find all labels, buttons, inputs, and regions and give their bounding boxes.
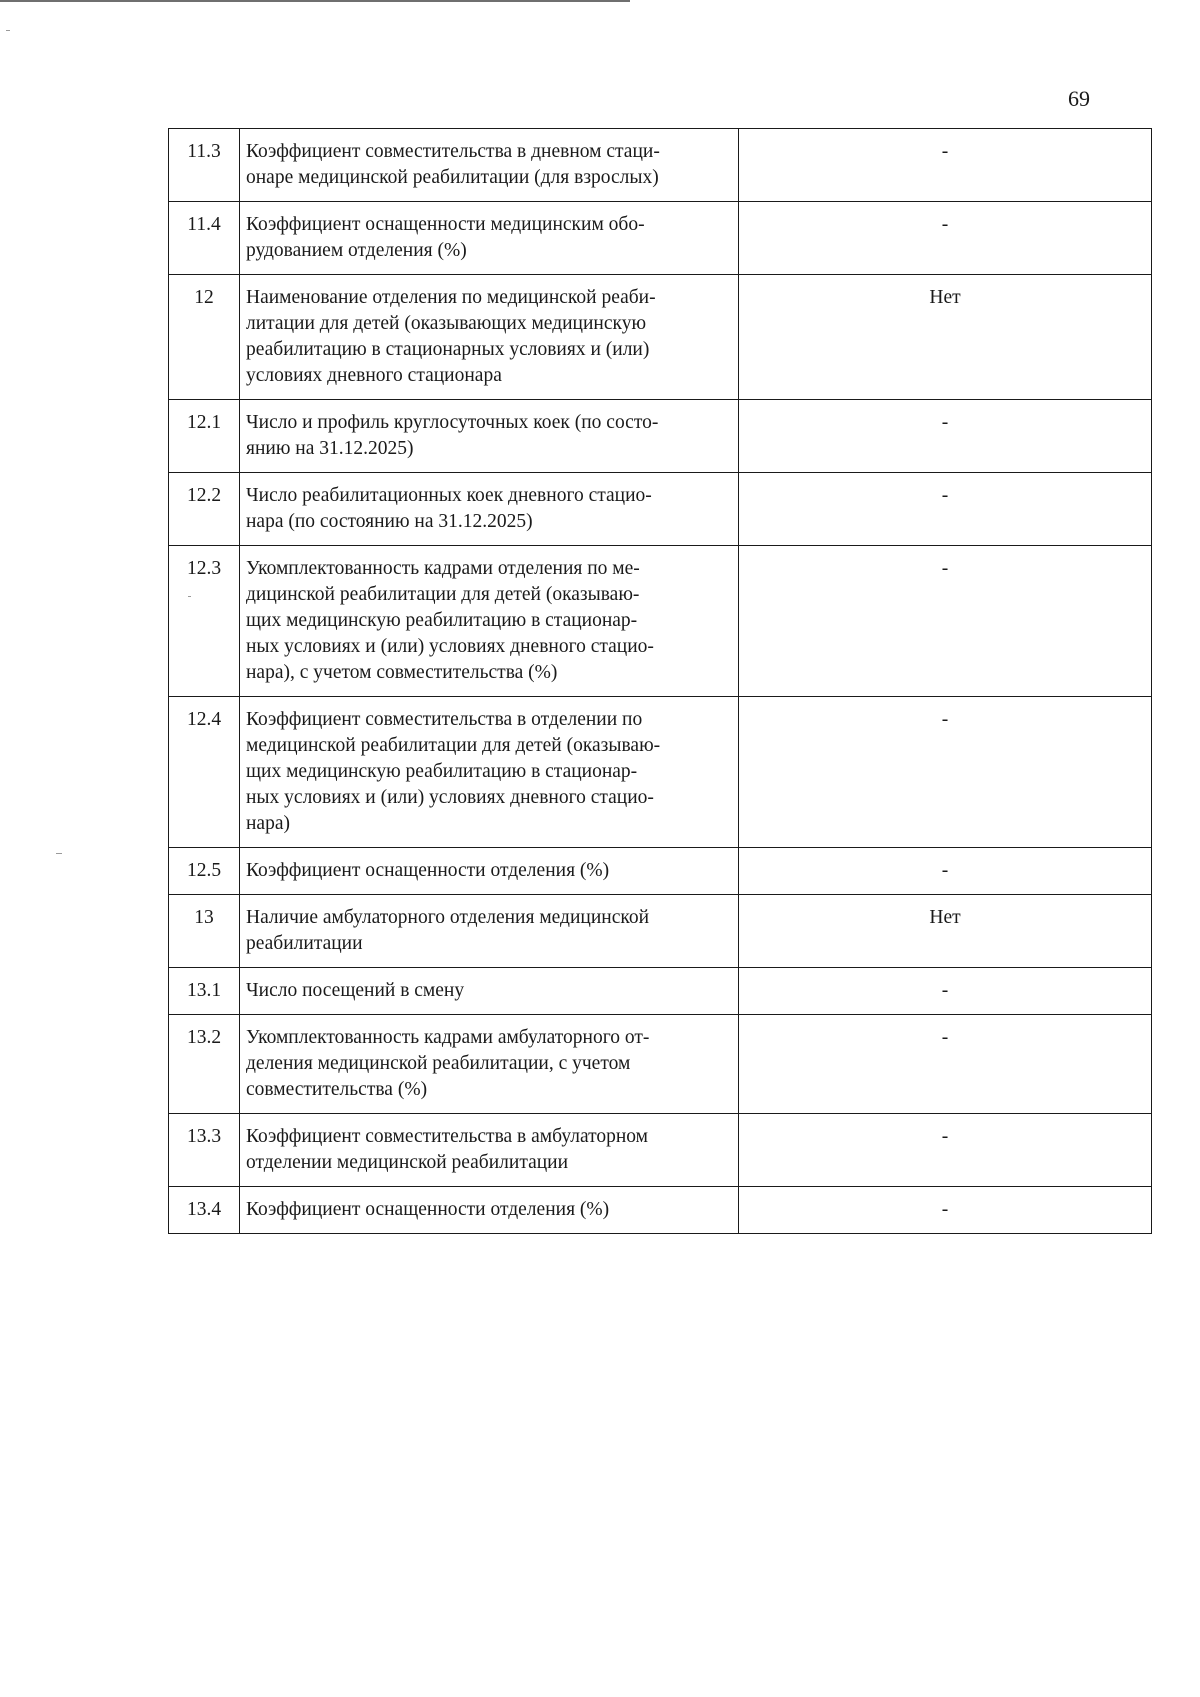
description-line: литации для детей (оказывающих медицинскую bbox=[246, 313, 647, 334]
row-number: 13 bbox=[169, 895, 240, 968]
table-row bbox=[169, 129, 1152, 202]
description-line: ных условиях и (или) условиях дневного стацио- bbox=[246, 636, 654, 657]
row-number: 12.1 bbox=[169, 400, 240, 473]
description-line: отделении медицинской реабилитации bbox=[246, 1152, 569, 1173]
row-number: 12.2 bbox=[169, 473, 240, 546]
table-row bbox=[169, 1114, 1152, 1187]
description-line: Укомплектованность кадрами отделения по ме- bbox=[246, 558, 640, 579]
row-value: - bbox=[739, 848, 1152, 895]
row-number: 13.3 bbox=[169, 1114, 240, 1187]
row-description bbox=[240, 697, 739, 848]
description-line: Коэффициент оснащенности отделения (%) bbox=[246, 1199, 610, 1220]
description-line: Число реабилитационных коек дневного стацио- bbox=[246, 485, 652, 506]
description-line: деления медицинской реабилитации, с учетом bbox=[246, 1053, 631, 1074]
description-line: реабилитации bbox=[246, 933, 363, 954]
description-line: реабилитацию в стационарных условиях и (или) bbox=[246, 339, 650, 360]
table-row bbox=[169, 546, 1152, 697]
description-line: Наименование отделения по медицинской реаби- bbox=[246, 287, 656, 308]
row-value: - bbox=[739, 202, 1152, 275]
row-number: 11.4 bbox=[169, 202, 240, 275]
description-line: Коэффициент совместительства в амбулаторном bbox=[246, 1126, 649, 1147]
description-line: дицинской реабилитации для детей (оказываю- bbox=[246, 584, 640, 605]
description-line: ных условиях и (или) условиях дневного стацио- bbox=[246, 787, 654, 808]
description-line: нара (по состоянию на 31.12.2025) bbox=[246, 511, 533, 532]
description-line: Коэффициент совместительства в отделении по bbox=[246, 709, 643, 730]
row-description bbox=[240, 275, 739, 400]
row-description bbox=[240, 895, 739, 968]
row-value: - bbox=[739, 697, 1152, 848]
row-description bbox=[240, 400, 739, 473]
description-line: нара), с учетом совместительства (%) bbox=[246, 662, 558, 683]
row-description bbox=[240, 1015, 739, 1114]
table-row bbox=[169, 1187, 1152, 1234]
row-value: - bbox=[739, 1015, 1152, 1114]
table-body bbox=[169, 129, 1152, 1234]
row-value: - bbox=[739, 129, 1152, 202]
table-row bbox=[169, 697, 1152, 848]
description-line: Укомплектованность кадрами амбулаторного от- bbox=[246, 1027, 650, 1048]
table-row bbox=[169, 202, 1152, 275]
page-number: 69 bbox=[1068, 86, 1090, 111]
description-line: Коэффициент оснащенности отделения (%) bbox=[246, 860, 610, 881]
description-line: Коэффициент оснащенности медицинским обо- bbox=[246, 214, 645, 235]
row-value: - bbox=[739, 1187, 1152, 1234]
indicators-table bbox=[168, 128, 1152, 1234]
table-row bbox=[169, 473, 1152, 546]
description-line: щих медицинскую реабилитацию в стационар- bbox=[246, 610, 638, 631]
description-line: Наличие амбулаторного отделения медицинской bbox=[246, 907, 650, 928]
row-description bbox=[240, 848, 739, 895]
description-line: условиях дневного стационара bbox=[246, 365, 502, 386]
row-number: 13.4 bbox=[169, 1187, 240, 1234]
row-description bbox=[240, 202, 739, 275]
table-row bbox=[169, 275, 1152, 400]
description-line: рудованием отделения (%) bbox=[246, 240, 467, 261]
description-line: щих медицинскую реабилитацию в стационар- bbox=[246, 761, 638, 782]
row-value: - bbox=[739, 400, 1152, 473]
row-description bbox=[240, 546, 739, 697]
row-number: 13.2 bbox=[169, 1015, 240, 1114]
description-line: янию на 31.12.2025) bbox=[246, 438, 414, 459]
table-row bbox=[169, 400, 1152, 473]
description-line: онаре медицинской реабилитации (для взрослых) bbox=[246, 167, 659, 188]
row-value: - bbox=[739, 968, 1152, 1015]
table-row bbox=[169, 895, 1152, 968]
description-line: Коэффициент совместительства в дневном стаци- bbox=[246, 141, 660, 162]
row-description bbox=[240, 473, 739, 546]
description-line: нара) bbox=[246, 813, 290, 834]
scan-edge-line bbox=[0, 0, 630, 2]
row-value: Нет bbox=[739, 275, 1152, 400]
row-description bbox=[240, 968, 739, 1015]
table-row bbox=[169, 1015, 1152, 1114]
scan-speck bbox=[6, 30, 10, 31]
description-line: медицинской реабилитации для детей (оказываю- bbox=[246, 735, 661, 756]
row-description bbox=[240, 1114, 739, 1187]
row-number: 12.3 bbox=[169, 546, 240, 697]
table-row bbox=[169, 968, 1152, 1015]
row-description bbox=[240, 1187, 739, 1234]
row-number: 12.4 bbox=[169, 697, 240, 848]
description-line: Число посещений в смену bbox=[246, 980, 465, 1001]
row-number: 11.3 bbox=[169, 129, 240, 202]
row-value: - bbox=[739, 1114, 1152, 1187]
row-value: Нет bbox=[739, 895, 1152, 968]
scan-speck bbox=[56, 853, 62, 854]
row-number: 12.5 bbox=[169, 848, 240, 895]
row-number: 12 bbox=[169, 275, 240, 400]
row-description bbox=[240, 129, 739, 202]
row-value: - bbox=[739, 473, 1152, 546]
table-row bbox=[169, 848, 1152, 895]
row-value: - bbox=[739, 546, 1152, 697]
row-number: 13.1 bbox=[169, 968, 240, 1015]
description-line: совместительства (%) bbox=[246, 1079, 428, 1100]
description-line: Число и профиль круглосуточных коек (по состо- bbox=[246, 412, 659, 433]
